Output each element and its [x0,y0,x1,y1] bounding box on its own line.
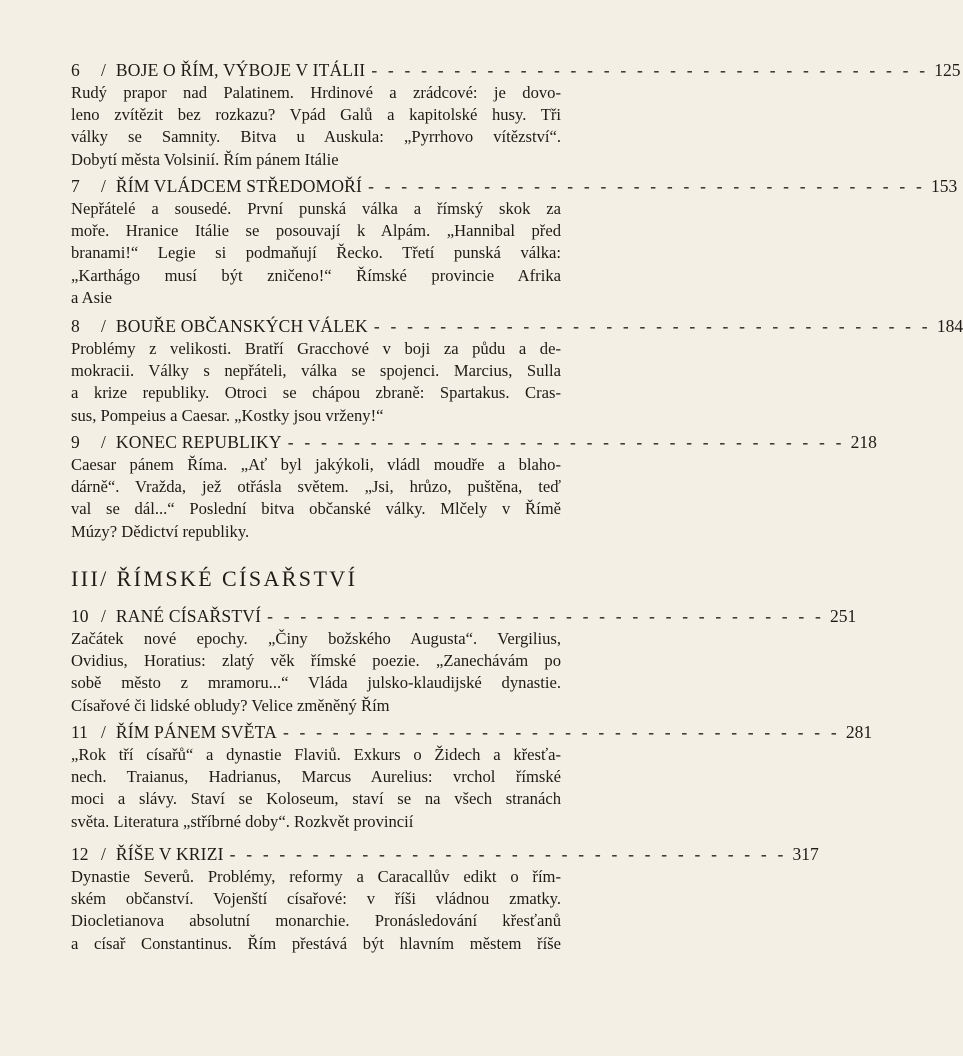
chapter-heading [71,720,873,744]
page-number: 218 [850,432,877,452]
dot-leader: - - - - - - - - - - - - - - - - - - - - - - - - - - - - - - - - - - [368,176,925,196]
dot-leader: - - - - - - - - - - - - - - - - - - - - - - - - - - - - - - - - - - [229,844,787,864]
chapter-heading [71,842,819,866]
summary-line: sus, Pompeius a Caesar. „Kostky jsou vrženy!“ [71,405,384,425]
summary-line: moře. Hranice Itálie se posouvají k Alpám. „Hannibal před [71,221,561,241]
summary-line: moci a slávy. Staví se Koloseum, staví se na všech stranách [71,789,561,809]
dot-leader: - - - - - - - - - - - - - - - - - - - - - - - - - - - - - - - - - - [371,60,929,80]
toc-entry-chapter-7 [71,174,958,309]
separator: / [101,844,106,864]
summary-line: Nepřátelé a sousedé. První punská válka a římský skok za [71,199,561,218]
chapter-heading [71,58,961,82]
summary-line: „Rok tří císařů“ a dynastie Flaviů. Exkurs o Židech a křesťa- [71,745,561,764]
chapter-number: 9 [71,432,80,452]
chapter-number: 10 [71,606,89,626]
summary-line: Caesar pánem Říma. „Ať byl jakýkoli, vládl moudře a blaho- [71,455,561,474]
separator: / [101,176,106,196]
chapter-heading [71,314,963,338]
chapter-heading [71,604,857,628]
chapter-number: 6 [71,60,80,80]
toc-entry-chapter-6 [71,58,961,171]
toc-entry-chapter-10 [71,604,857,717]
chapter-title: RANÉ CÍSAŘSTVÍ [115,606,262,626]
chapter-heading [71,174,958,198]
summary-line: branami!“ Legie si podmaňují Řecko. Třetí punská válka: [71,243,561,263]
dot-leader: - - - - - - - - - - - - - - - - - - - - - - - - - - - - - - - - - - [282,722,840,742]
summary-line: Dobytí města Volsinií. Řím pánem Itálie [71,149,339,169]
page-number: 153 [930,176,958,196]
summary-line: Začátek nové epochy. „Činy božského Augusta“. Vergilius, [71,629,561,648]
toc-entry-chapter-12 [71,842,819,955]
chapter-title: ŘÍM PÁNEM SVĚTA [115,722,277,742]
summary-line: a krize republiky. Otroci se chápou zbraně: Spartakus. Cras- [71,383,561,403]
chapter-title: BOJE O ŘÍM, VÝBOJE V ITÁLII [115,60,366,80]
summary-line: ském občanství. Vojenští císařové: v říši vládnou zmatky. [71,889,561,909]
separator: / [101,606,106,626]
page-number: 251 [830,606,857,626]
page-number: 184 [936,316,963,336]
summary-line: nech. Traianus, Hadrianus, Marcus Aurelius: vrchol římské [71,767,561,787]
chapter-title: ŘÍŠE V KRIZI [115,844,224,864]
chapter-title: ŘÍM VLÁDCEM STŘEDOMOŘÍ [115,176,363,196]
summary-line: mokracii. Války s nepřáteli, válka se spojenci. Marcius, Sulla [71,361,561,381]
chapter-number: 12 [71,844,89,864]
toc-entry-chapter-8 [71,314,963,427]
toc-entry-chapter-9 [71,430,877,543]
summary-line: a Asie [71,287,113,307]
summary-line: války se Samnity. Bitva u Auskula: „Pyrrhovo vítězství“. [71,127,561,147]
summary-line: sobě město z mramoru...“ Vláda julsko-klaudijské dynastie. [71,673,561,693]
summary-line: světa. Literatura „stříbrné doby“. Rozkvět provincií [71,811,414,831]
separator: / [101,722,106,742]
summary-line: Diocletianova absolutní monarchie. Pronásledování křesťanů [71,911,561,931]
summary-line: a císař Constantinus. Řím přestává být hlavním městem říše [71,933,561,953]
summary-line: Císařové či lidské obludy? Velice změněný Řím [71,695,390,715]
chapter-number: 11 [71,722,88,742]
summary-line: „Karthágo musí být zničeno!“ Římské provincie Afrika [71,265,561,285]
summary-line: Problémy z velikosti. Bratří Gracchové v boji za půdu a de- [71,339,561,358]
separator: / [101,60,106,80]
dot-leader: - - - - - - - - - - - - - - - - - - - - - - - - - - - - - - - - - - [373,316,931,336]
page-number: 281 [845,722,873,742]
separator: / [101,432,106,452]
chapter-number: 8 [71,316,80,336]
summary-line: Múzy? Dědictví republiky. [71,521,250,541]
chapter-heading [71,430,877,454]
summary-line: val se dál...“ Poslední bitva občanské války. Mlčely v Římě [71,499,561,519]
summary-line: Ovidius, Horatius: zlatý věk římské poezie. „Zanechávám po [71,651,561,671]
separator: / [101,316,106,336]
summary-line: dárně“. Vražda, jež otřásla světem. „Jsi, hrůzo, puštěna, teď [71,477,561,497]
page-number: 317 [792,844,819,864]
dot-leader: - - - - - - - - - - - - - - - - - - - - - - - - - - - - - - - - - - [267,606,825,626]
summary-line: Dynastie Severů. Problémy, reformy a Caracallův edikt o řím- [71,867,561,886]
part-heading: III/ ŘÍMSKÉ CÍSAŘSTVÍ [71,566,358,591]
chapter-number: 7 [71,176,80,196]
dot-leader: - - - - - - - - - - - - - - - - - - - - - - - - - - - - - - - - - - [287,432,845,452]
page-number: 125 [934,60,961,80]
summary-line: Rudý prapor nad Palatinem. Hrdinové a zrádcové: je dovo- [71,83,561,102]
summary-line: leno zvítězit bez rozkazu? Vpád Galů a kapitolské husy. Tři [71,105,561,125]
chapter-title: KONEC REPUBLIKY [115,432,282,452]
toc-entry-chapter-11 [71,720,873,833]
chapter-title: BOUŘE OBČANSKÝCH VÁLEK [115,316,368,336]
